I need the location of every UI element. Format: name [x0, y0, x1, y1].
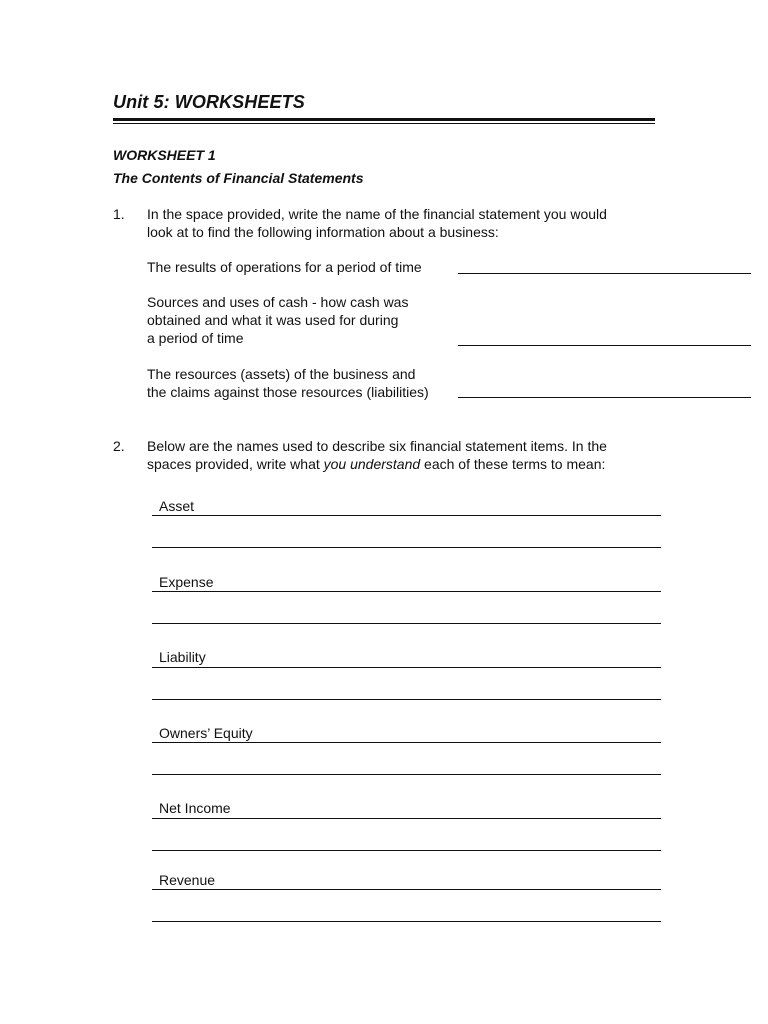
question-1-text — [147, 205, 707, 241]
question-1-item-1-answer-line[interactable] — [458, 273, 751, 274]
term-owners-equity-line-1[interactable] — [152, 742, 661, 743]
term-expense-label: Expense — [159, 574, 214, 590]
term-liability-label: Liability — [159, 649, 206, 665]
term-liability-line-1[interactable] — [152, 667, 661, 668]
term-owners-equity-label: Owners’ Equity — [159, 725, 253, 741]
question-1-text-line-2: look at to find the following information about a business: — [147, 224, 499, 240]
question-1-item-3-text — [147, 365, 457, 401]
question-2-text-line-1: Below are the names used to describe six financial statement items. In the — [147, 438, 607, 454]
question-1-item-2-line-2: obtained and what it was used for during — [147, 312, 399, 328]
term-revenue-line-2[interactable] — [152, 921, 661, 922]
question-2-number: 2. — [113, 438, 125, 454]
term-net-income-label: Net Income — [159, 800, 231, 816]
question-1-item-2-line-3: a period of time — [147, 330, 244, 346]
term-net-income-line-1[interactable] — [152, 818, 661, 819]
title-rule-thin — [113, 123, 655, 124]
question-2-text-line-2-before: spaces provided, write what — [147, 456, 324, 472]
question-1-item-3-line-2: the claims against those resources (liabilities) — [147, 384, 429, 400]
term-expense-line-2[interactable] — [152, 623, 661, 624]
question-2-text-line-2-after: each of these terms to mean: — [420, 456, 606, 472]
term-revenue-line-1[interactable] — [152, 889, 661, 890]
question-1-item-2-answer-line[interactable] — [458, 345, 751, 346]
question-1-item-3-line-1: The resources (assets) of the business and — [147, 366, 416, 382]
question-1-item-2-line-1: Sources and uses of cash - how cash was — [147, 294, 409, 310]
term-liability-line-2[interactable] — [152, 699, 661, 700]
worksheet-title: WORKSHEET 1 — [113, 147, 216, 163]
unit-title: Unit 5: WORKSHEETS — [113, 92, 305, 112]
question-1-item-3-answer-line[interactable] — [458, 397, 751, 398]
term-revenue-label: Revenue — [159, 872, 216, 888]
question-1-item-1-line-1: The results of operations for a period of time — [147, 259, 422, 275]
question-2-text-line-2-italic: you understand — [323, 456, 421, 472]
term-owners-equity-line-2[interactable] — [152, 774, 661, 775]
term-net-income-line-2[interactable] — [152, 850, 661, 851]
title-rule-thick — [113, 118, 655, 121]
worksheet-subtitle: The Contents of Financial Statements — [113, 170, 364, 186]
question-1-text-line-1: In the space provided, write the name of the financial statement you would — [147, 206, 607, 222]
term-asset-label: Asset — [159, 498, 195, 514]
question-2-text-line-2 — [147, 455, 707, 473]
question-1-item-1-text — [147, 258, 457, 276]
term-asset-line-1[interactable] — [152, 515, 661, 516]
term-expense-line-1[interactable] — [152, 591, 661, 592]
term-asset-line-2[interactable] — [152, 547, 661, 548]
question-1-item-2-text — [147, 293, 457, 347]
question-2-text — [147, 437, 707, 473]
question-1-number: 1. — [113, 206, 125, 222]
